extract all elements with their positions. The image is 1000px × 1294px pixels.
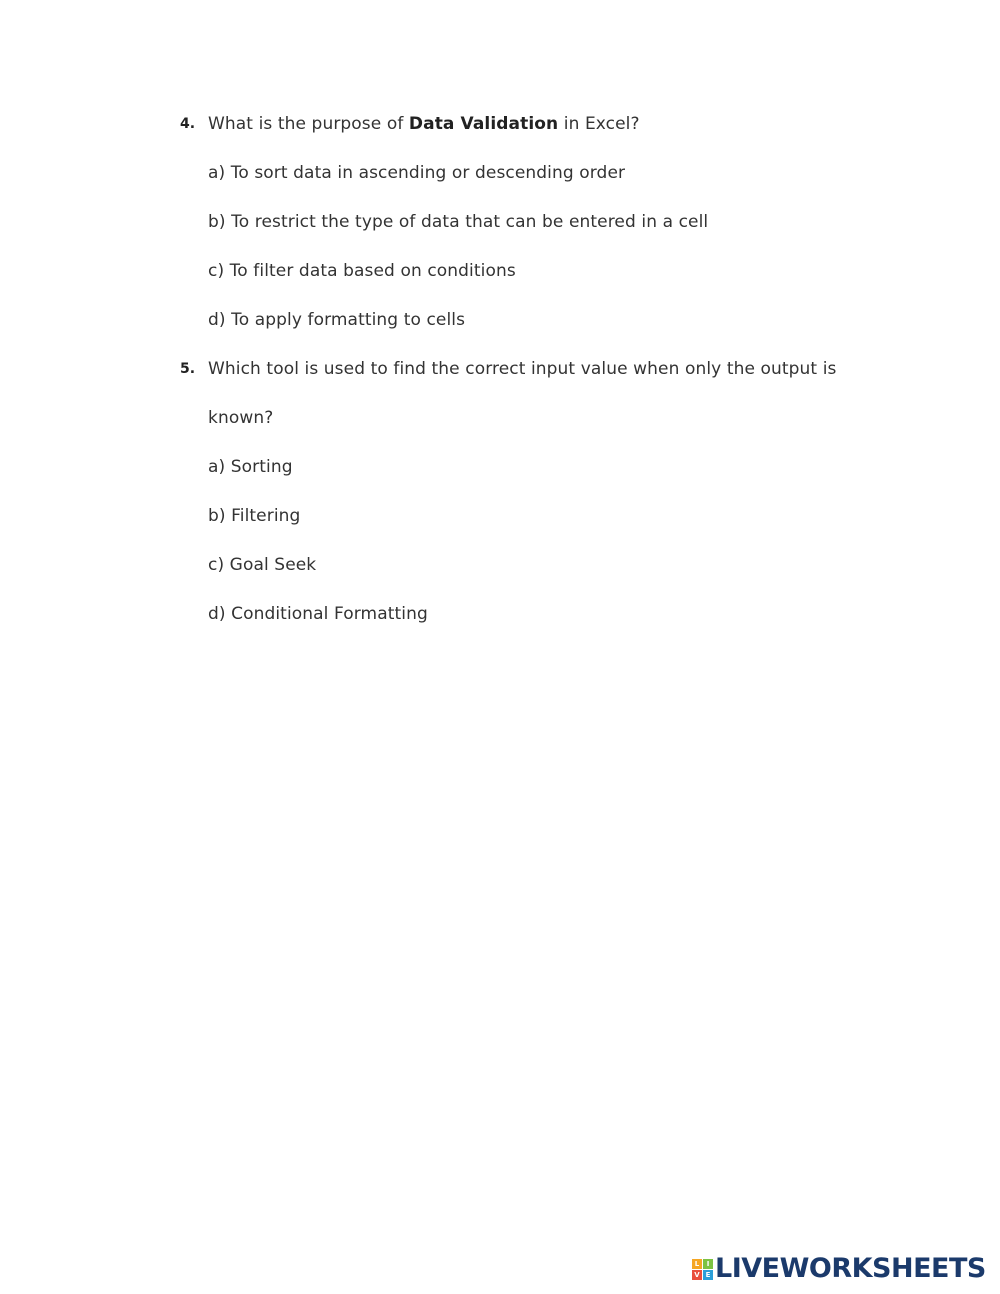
logo-mark-tile: I — [703, 1259, 713, 1269]
question-text-continued: known? — [208, 408, 274, 428]
answer-option: c) Goal Seek — [208, 555, 317, 575]
answer-option: b) Filtering — [208, 506, 301, 526]
logo-mark-tile: V — [692, 1270, 702, 1280]
logo-mark-icon — [692, 1259, 713, 1280]
logo-text: LIVEWORKSHEETS — [715, 1253, 986, 1284]
question-keyword: Data Validation — [408, 114, 559, 134]
answer-option: a) Sorting — [208, 457, 293, 477]
logo-mark-tile: L — [692, 1259, 702, 1269]
question-number: 4. — [180, 116, 196, 132]
question-text-part: What is the purpose of — [208, 114, 409, 134]
question-text-part: in Excel? — [558, 114, 640, 134]
answer-option: c) To filter data based on conditions — [208, 261, 516, 281]
question-number: 5. — [180, 361, 196, 377]
question-text — [208, 112, 640, 136]
logo-mark-tile: E — [703, 1270, 713, 1280]
answer-option: b) To restrict the type of data that can be entered in a cell — [208, 212, 709, 232]
liveworksheets-logo — [692, 1255, 986, 1283]
answer-option: d) Conditional Formatting — [208, 604, 428, 624]
answer-option: d) To apply formatting to cells — [208, 310, 466, 330]
answer-option: a) To sort data in ascending or descending order — [208, 163, 626, 183]
question-text: Which tool is used to find the correct input value when only the output is — [208, 359, 837, 379]
